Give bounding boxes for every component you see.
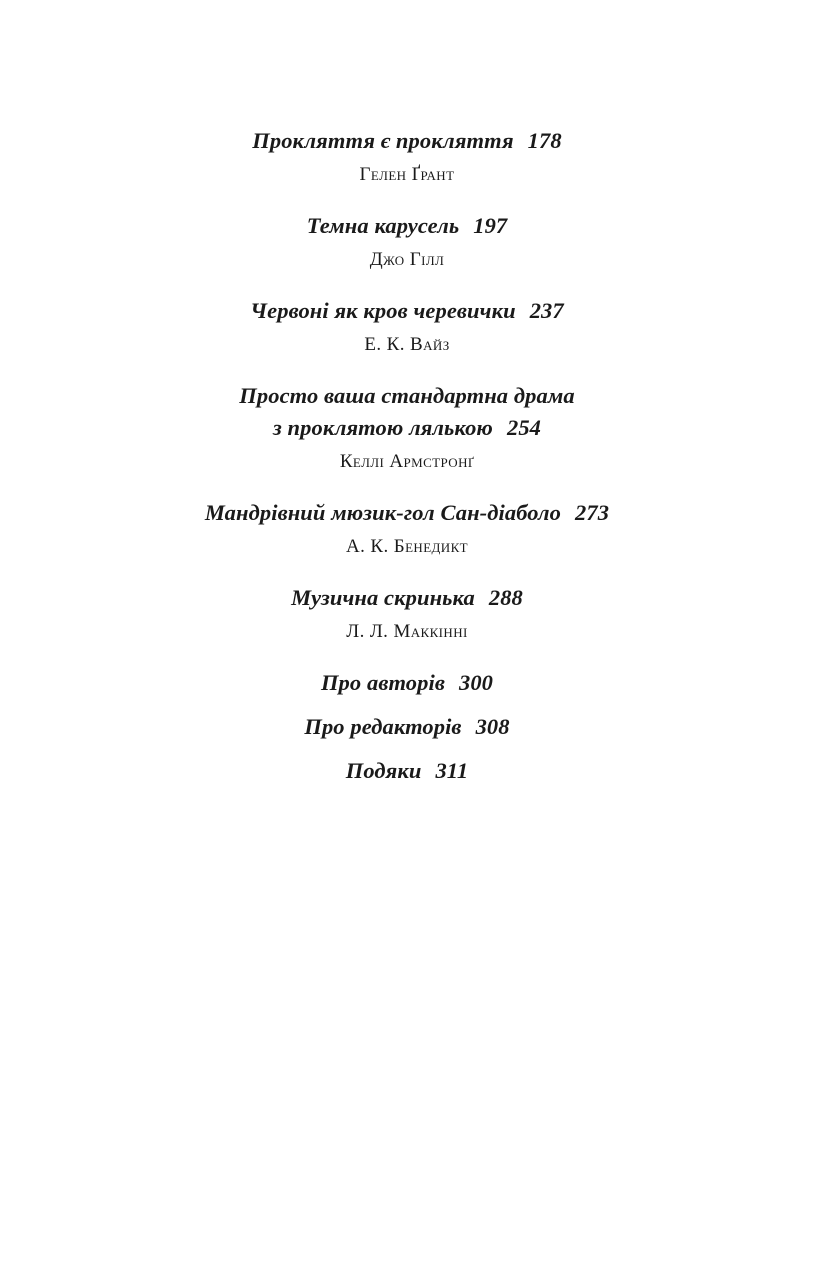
toc-entry-author: А. К. Бенедикт	[345, 536, 469, 557]
toc-entry-title-line	[0, 295, 814, 327]
toc-entry-title-line	[0, 497, 814, 529]
toc-entry	[0, 497, 814, 559]
toc-entry-page-number: 197	[473, 213, 508, 238]
toc-entry-author: Джо Гілл	[369, 249, 445, 270]
toc-entry-back-matter	[0, 711, 814, 743]
toc-entry-title: Про авторів	[320, 670, 445, 695]
toc-entry-title: Музична скринька	[291, 585, 475, 610]
toc-entry	[0, 582, 814, 644]
toc-entry-title: Прокляття є прокляття	[252, 128, 514, 153]
toc-entry	[0, 295, 814, 357]
toc-entry-title-line	[0, 755, 814, 787]
toc-entry-page-number: 178	[527, 128, 562, 153]
toc-entry-title: Про редакторів	[304, 714, 462, 739]
toc-entry-page-number: 308	[475, 714, 510, 739]
toc-entry-title: Темна карусель	[306, 213, 460, 238]
toc-entry-page-number: 273	[575, 500, 610, 525]
toc-entry-title-line	[0, 582, 814, 614]
toc-entry-title: Червоні як кров черевички	[250, 298, 516, 323]
toc-entry-title-line	[0, 412, 814, 444]
toc-entry-title-continued: з проклятою лялькою	[272, 415, 493, 440]
toc-entry-title-line	[0, 711, 814, 743]
toc-entry-page-number: 237	[529, 298, 564, 323]
toc-entry-page-number: 254	[506, 415, 542, 440]
toc-entry	[0, 125, 814, 187]
toc-entry	[0, 380, 814, 474]
toc-entry-title: Подяки	[345, 758, 422, 783]
toc-entry-back-matter	[0, 667, 814, 699]
toc-entry-author: Гелен Ґрант	[359, 164, 455, 185]
toc-entry-title-line	[0, 667, 814, 699]
toc-entry-title: Просто ваша стандартна драма	[239, 383, 575, 408]
toc-entry-author: Келлі Армстронґ	[339, 451, 475, 472]
toc-entry-title-line	[0, 125, 814, 157]
toc-entry-title-line	[0, 210, 814, 242]
toc-entry-author: Е. К. Вайз	[364, 334, 450, 355]
toc-entry-page-number: 288	[488, 585, 523, 610]
toc-entry-page-number: 300	[458, 670, 494, 695]
toc-entry-title-line	[0, 380, 814, 412]
table-of-contents	[0, 125, 814, 799]
toc-entry-page-number: 311	[435, 758, 469, 783]
toc-entry-author: Л. Л. Маккінні	[346, 621, 468, 642]
toc-entry	[0, 210, 814, 272]
toc-entry-title: Мандрівний мюзик-гол Сан-діаболо	[204, 500, 562, 525]
toc-entry-back-matter	[0, 755, 814, 787]
